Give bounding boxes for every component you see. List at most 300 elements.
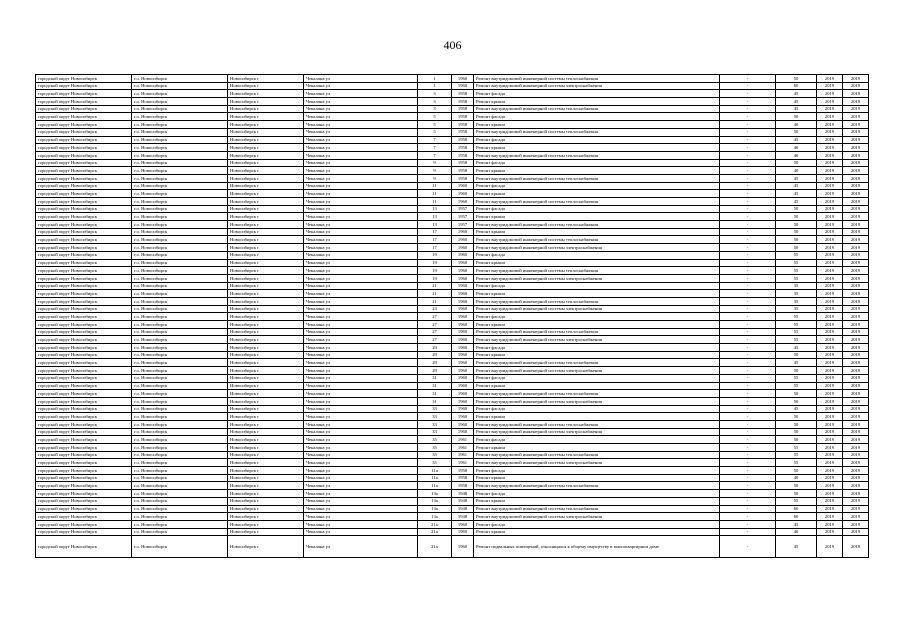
end-year-cell: 2019 xyxy=(843,159,869,167)
municipality-cell: городской округ Новосибирск xyxy=(36,444,132,452)
district-cell: г.о. Новосибирск xyxy=(132,336,228,344)
house-number-cell: 7 xyxy=(418,144,452,152)
street-cell: Чекалина ул xyxy=(304,182,418,190)
street-cell: Чекалина ул xyxy=(304,313,418,321)
start-year-cell: 2019 xyxy=(817,321,843,329)
dash-cell: - xyxy=(720,128,776,136)
value-cell: 55 xyxy=(776,328,817,336)
start-year-cell: 2019 xyxy=(817,75,843,83)
city-cell: Новосибирск г xyxy=(228,244,304,252)
city-cell: Новосибирск г xyxy=(228,336,304,344)
dash-cell: - xyxy=(720,98,776,106)
year-built-cell: 1958 xyxy=(452,159,474,167)
street-cell: Чекалина ул xyxy=(304,367,418,375)
work-type-cell: Ремонт внутридомовой инженерной системы электроснабжения xyxy=(474,367,720,375)
start-year-cell: 2019 xyxy=(817,105,843,113)
dash-cell: - xyxy=(720,213,776,221)
dash-cell: - xyxy=(720,436,776,444)
start-year-cell: 2019 xyxy=(817,420,843,428)
table-row xyxy=(36,151,869,159)
city-cell: Новосибирск г xyxy=(228,228,304,236)
work-type-cell: Ремонт внутридомовой инженерной системы электроснабжения xyxy=(474,459,720,467)
municipality-cell: городской округ Новосибирск xyxy=(36,497,132,505)
value-cell: 60 xyxy=(776,82,817,90)
value-cell: 55 xyxy=(776,274,817,282)
city-cell: Новосибирск г xyxy=(228,90,304,98)
house-number-cell: 17 xyxy=(418,236,452,244)
table-row xyxy=(36,359,869,367)
start-year-cell: 2019 xyxy=(817,244,843,252)
municipality-cell: городской округ Новосибирск xyxy=(36,474,132,482)
dash-cell: - xyxy=(720,336,776,344)
value-cell: 55 xyxy=(776,382,817,390)
value-cell: 55 xyxy=(776,321,817,329)
dash-cell: - xyxy=(720,228,776,236)
end-year-cell: 2019 xyxy=(843,359,869,367)
table-row xyxy=(36,451,869,459)
city-cell: Новосибирск г xyxy=(228,282,304,290)
end-year-cell: 2019 xyxy=(843,497,869,505)
street-cell: Чекалина ул xyxy=(304,413,418,421)
city-cell: Новосибирск г xyxy=(228,451,304,459)
house-number-cell: 31 xyxy=(418,382,452,390)
end-year-cell: 2019 xyxy=(843,513,869,521)
work-type-cell: Ремонт крыши xyxy=(474,121,720,129)
district-cell: г.о. Новосибирск xyxy=(132,444,228,452)
work-type-cell: Ремонт внутридомовой инженерной системы теплоснабжения xyxy=(474,151,720,159)
city-cell: Новосибирск г xyxy=(228,213,304,221)
street-cell: Чекалина ул xyxy=(304,236,418,244)
end-year-cell: 2019 xyxy=(843,136,869,144)
street-cell: Чекалина ул xyxy=(304,467,418,475)
municipality-cell: городской округ Новосибирск xyxy=(36,121,132,129)
municipality-cell: городской округ Новосибирск xyxy=(36,174,132,182)
municipality-cell: городской округ Новосибирск xyxy=(36,482,132,490)
municipality-cell: городской округ Новосибирск xyxy=(36,144,132,152)
street-cell: Чекалина ул xyxy=(304,482,418,490)
municipality-cell: городской округ Новосибирск xyxy=(36,413,132,421)
value-cell: 45 xyxy=(776,136,817,144)
start-year-cell: 2019 xyxy=(817,328,843,336)
house-number-cell: 3 xyxy=(418,98,452,106)
dash-cell: - xyxy=(720,190,776,198)
table-row xyxy=(36,367,869,375)
dash-cell: - xyxy=(720,198,776,206)
city-cell: Новосибирск г xyxy=(228,182,304,190)
dash-cell: - xyxy=(720,405,776,413)
value-cell: 45 xyxy=(776,405,817,413)
end-year-cell: 2019 xyxy=(843,536,869,558)
house-number-cell: 27 xyxy=(418,313,452,321)
city-cell: Новосибирск г xyxy=(228,474,304,482)
table-row xyxy=(36,190,869,198)
work-type-cell: Ремонт внутридомовой инженерной системы теплоснабжения xyxy=(474,328,720,336)
table-row xyxy=(36,267,869,275)
start-year-cell: 2019 xyxy=(817,459,843,467)
table-row xyxy=(36,444,869,452)
year-built-cell: 1960 xyxy=(452,244,474,252)
end-year-cell: 2019 xyxy=(843,328,869,336)
house-number-cell: 19 xyxy=(418,267,452,275)
start-year-cell: 2019 xyxy=(817,221,843,229)
table-row xyxy=(36,344,869,352)
start-year-cell: 2019 xyxy=(817,359,843,367)
dash-cell: - xyxy=(720,351,776,359)
district-cell: г.о. Новосибирск xyxy=(132,182,228,190)
table-body xyxy=(36,75,869,558)
street-cell: Чекалина ул xyxy=(304,351,418,359)
work-type-cell: Ремонт фасада xyxy=(474,313,720,321)
work-type-cell: Ремонт внутридомовой инженерной системы электроснабжения xyxy=(474,82,720,90)
district-cell: г.о. Новосибирск xyxy=(132,359,228,367)
street-cell: Чекалина ул xyxy=(304,198,418,206)
work-type-cell: Ремонт внутридомовой инженерной системы теплоснабжения xyxy=(474,198,720,206)
municipality-cell: городской округ Новосибирск xyxy=(36,405,132,413)
end-year-cell: 2019 xyxy=(843,144,869,152)
year-built-cell: 1960 xyxy=(452,251,474,259)
dash-cell: - xyxy=(720,313,776,321)
end-year-cell: 2019 xyxy=(843,520,869,528)
value-cell: 60 xyxy=(776,513,817,521)
start-year-cell: 2019 xyxy=(817,182,843,190)
municipality-cell: городской округ Новосибирск xyxy=(36,459,132,467)
dash-cell: - xyxy=(720,290,776,298)
district-cell: г.о. Новосибирск xyxy=(132,244,228,252)
house-number-cell: 13 xyxy=(418,205,452,213)
house-number-cell: 19 xyxy=(418,274,452,282)
city-cell: Новосибирск г xyxy=(228,505,304,513)
start-year-cell: 2019 xyxy=(817,390,843,398)
end-year-cell: 2019 xyxy=(843,321,869,329)
district-cell: г.о. Новосибирск xyxy=(132,128,228,136)
year-built-cell: 1957 xyxy=(452,213,474,221)
work-type-cell: Ремонт внутридомовой инженерной системы теплоснабжения xyxy=(474,505,720,513)
municipality-cell: городской округ Новосибирск xyxy=(36,151,132,159)
year-built-cell: 1961 xyxy=(452,459,474,467)
municipality-cell: городской округ Новосибирск xyxy=(36,428,132,436)
municipality-cell: городской округ Новосибирск xyxy=(36,505,132,513)
city-cell: Новосибирск г xyxy=(228,259,304,267)
house-number-cell: 31 xyxy=(418,374,452,382)
street-cell: Чекалина ул xyxy=(304,505,418,513)
municipality-cell: городской округ Новосибирск xyxy=(36,82,132,90)
work-type-cell: Ремонт крыши xyxy=(474,144,720,152)
year-built-cell: 1958 xyxy=(452,113,474,121)
district-cell: г.о. Новосибирск xyxy=(132,297,228,305)
municipality-cell: городской округ Новосибирск xyxy=(36,436,132,444)
table-row xyxy=(36,413,869,421)
table-row xyxy=(36,497,869,505)
municipality-cell: городской округ Новосибирск xyxy=(36,367,132,375)
house-number-cell: 1 xyxy=(418,75,452,83)
municipality-cell: городской округ Новосибирск xyxy=(36,390,132,398)
start-year-cell: 2019 xyxy=(817,336,843,344)
city-cell: Новосибирск г xyxy=(228,198,304,206)
work-type-cell: Ремонт крыши xyxy=(474,351,720,359)
district-cell: г.о. Новосибирск xyxy=(132,205,228,213)
table-row xyxy=(36,75,869,83)
table-row xyxy=(36,374,869,382)
start-year-cell: 2019 xyxy=(817,190,843,198)
table-row xyxy=(36,305,869,313)
table-row xyxy=(36,274,869,282)
house-number-cell: 35 xyxy=(418,436,452,444)
house-number-cell: 13а xyxy=(418,513,452,521)
house-number-cell: 29 xyxy=(418,344,452,352)
end-year-cell: 2019 xyxy=(843,90,869,98)
value-cell: 45 xyxy=(776,182,817,190)
city-cell: Новосибирск г xyxy=(228,75,304,83)
start-year-cell: 2019 xyxy=(817,490,843,498)
house-number-cell: 33 xyxy=(418,428,452,436)
street-cell: Чекалина ул xyxy=(304,174,418,182)
year-built-cell: 1948 xyxy=(452,497,474,505)
dash-cell: - xyxy=(720,136,776,144)
table-row xyxy=(36,144,869,152)
municipality-cell: городской округ Новосибирск xyxy=(36,536,132,558)
dash-cell: - xyxy=(720,90,776,98)
table-row xyxy=(36,505,869,513)
house-number-cell: 35 xyxy=(418,459,452,467)
district-cell: г.о. Новосибирск xyxy=(132,90,228,98)
end-year-cell: 2019 xyxy=(843,290,869,298)
year-built-cell: 1961 xyxy=(452,451,474,459)
value-cell: 50 xyxy=(776,213,817,221)
city-cell: Новосибирск г xyxy=(228,121,304,129)
city-cell: Новосибирск г xyxy=(228,374,304,382)
table-row xyxy=(36,420,869,428)
year-built-cell: 1948 xyxy=(452,505,474,513)
city-cell: Новосибирск г xyxy=(228,367,304,375)
work-type-cell: Ремонт внутридомовой инженерной системы теплоснабжения xyxy=(474,267,720,275)
end-year-cell: 2019 xyxy=(843,174,869,182)
city-cell: Новосибирск г xyxy=(228,236,304,244)
end-year-cell: 2019 xyxy=(843,528,869,536)
work-type-cell: Ремонт внутридомовой инженерной системы теплоснабжения xyxy=(474,359,720,367)
dash-cell: - xyxy=(720,328,776,336)
city-cell: Новосибирск г xyxy=(228,151,304,159)
district-cell: г.о. Новосибирск xyxy=(132,459,228,467)
city-cell: Новосибирск г xyxy=(228,136,304,144)
work-type-cell: Ремонт фасада xyxy=(474,282,720,290)
city-cell: Новосибирск г xyxy=(228,321,304,329)
end-year-cell: 2019 xyxy=(843,128,869,136)
district-cell: г.о. Новосибирск xyxy=(132,420,228,428)
start-year-cell: 2019 xyxy=(817,482,843,490)
value-cell: 45 xyxy=(776,105,817,113)
end-year-cell: 2019 xyxy=(843,397,869,405)
municipality-cell: городской округ Новосибирск xyxy=(36,167,132,175)
end-year-cell: 2019 xyxy=(843,190,869,198)
municipality-cell: городской округ Новосибирск xyxy=(36,467,132,475)
start-year-cell: 2019 xyxy=(817,382,843,390)
municipality-cell: городской округ Новосибирск xyxy=(36,528,132,536)
dash-cell: - xyxy=(720,528,776,536)
work-type-cell: Ремонт крыши xyxy=(474,528,720,536)
year-built-cell: 1958 xyxy=(452,144,474,152)
year-built-cell: 1958 xyxy=(452,105,474,113)
work-type-cell: Ремонт внутридомовой инженерной системы теплоснабжения xyxy=(474,236,720,244)
house-number-cell: 13 xyxy=(418,213,452,221)
table-row xyxy=(36,105,869,113)
year-built-cell: 1960 xyxy=(452,520,474,528)
district-cell: г.о. Новосибирск xyxy=(132,259,228,267)
table-row xyxy=(36,98,869,106)
district-cell: г.о. Новосибирск xyxy=(132,82,228,90)
work-type-cell: Ремонт внутридомовой инженерной системы электроснабжения xyxy=(474,305,720,313)
table-row xyxy=(36,290,869,298)
value-cell: 45 xyxy=(776,98,817,106)
street-cell: Чекалина ул xyxy=(304,282,418,290)
house-number-cell: 11 xyxy=(418,182,452,190)
municipality-cell: городской округ Новосибирск xyxy=(36,105,132,113)
end-year-cell: 2019 xyxy=(843,213,869,221)
city-cell: Новосибирск г xyxy=(228,351,304,359)
value-cell: 45 xyxy=(776,344,817,352)
house-number-cell: 3 xyxy=(418,90,452,98)
city-cell: Новосибирск г xyxy=(228,459,304,467)
value-cell: 45 xyxy=(776,90,817,98)
year-built-cell: 1948 xyxy=(452,490,474,498)
district-cell: г.о. Новосибирск xyxy=(132,367,228,375)
city-cell: Новосибирск г xyxy=(228,444,304,452)
year-built-cell: 1960 xyxy=(452,351,474,359)
district-cell: г.о. Новосибирск xyxy=(132,528,228,536)
dash-cell: - xyxy=(720,151,776,159)
capital-repair-register-table xyxy=(35,74,869,558)
year-built-cell: 1960 xyxy=(452,182,474,190)
end-year-cell: 2019 xyxy=(843,198,869,206)
year-built-cell: 1960 xyxy=(452,536,474,558)
municipality-cell: городской округ Новосибирск xyxy=(36,274,132,282)
house-number-cell: 11а xyxy=(418,467,452,475)
table-row xyxy=(36,459,869,467)
dash-cell: - xyxy=(720,420,776,428)
house-number-cell: 7 xyxy=(418,151,452,159)
table-row xyxy=(36,259,869,267)
city-cell: Новосибирск г xyxy=(228,390,304,398)
city-cell: Новосибирск г xyxy=(228,297,304,305)
start-year-cell: 2019 xyxy=(817,520,843,528)
street-cell: Чекалина ул xyxy=(304,113,418,121)
city-cell: Новосибирск г xyxy=(228,267,304,275)
table-row xyxy=(36,228,869,236)
district-cell: г.о. Новосибирск xyxy=(132,474,228,482)
city-cell: Новосибирск г xyxy=(228,397,304,405)
year-built-cell: 1960 xyxy=(452,313,474,321)
value-cell: 55 xyxy=(776,259,817,267)
value-cell: 50 xyxy=(776,420,817,428)
house-number-cell: 35 xyxy=(418,444,452,452)
work-type-cell: Ремонт фасада xyxy=(474,520,720,528)
municipality-cell: городской округ Новосибирск xyxy=(36,313,132,321)
table-row xyxy=(36,136,869,144)
house-number-cell: 17 xyxy=(418,228,452,236)
municipality-cell: городской округ Новосибирск xyxy=(36,290,132,298)
municipality-cell: городской округ Новосибирск xyxy=(36,490,132,498)
value-cell: 40 xyxy=(776,474,817,482)
house-number-cell: 13а xyxy=(418,505,452,513)
street-cell: Чекалина ул xyxy=(304,190,418,198)
year-built-cell: 1960 xyxy=(452,359,474,367)
dash-cell: - xyxy=(720,451,776,459)
street-cell: Чекалина ул xyxy=(304,213,418,221)
start-year-cell: 2019 xyxy=(817,251,843,259)
start-year-cell: 2019 xyxy=(817,174,843,182)
year-built-cell: 1958 xyxy=(452,482,474,490)
work-type-cell: Ремонт подвальных помещений, относящихся к общему имуществу в многоквартирном доме xyxy=(474,536,720,558)
house-number-cell: 13 xyxy=(418,221,452,229)
municipality-cell: городской округ Новосибирск xyxy=(36,451,132,459)
district-cell: г.о. Новосибирск xyxy=(132,136,228,144)
value-cell: 40 xyxy=(776,528,817,536)
work-type-cell: Ремонт крыши xyxy=(474,497,720,505)
city-cell: Новосибирск г xyxy=(228,98,304,106)
table-row xyxy=(36,397,869,405)
year-built-cell: 1958 xyxy=(452,128,474,136)
table-row xyxy=(36,467,869,475)
table-row xyxy=(36,490,869,498)
street-cell: Чекалина ул xyxy=(304,228,418,236)
house-number-cell: 1 xyxy=(418,82,452,90)
year-built-cell: 1960 xyxy=(452,413,474,421)
work-type-cell: Ремонт фасада xyxy=(474,113,720,121)
district-cell: г.о. Новосибирск xyxy=(132,213,228,221)
start-year-cell: 2019 xyxy=(817,497,843,505)
end-year-cell: 2019 xyxy=(843,405,869,413)
year-built-cell: 1960 xyxy=(452,344,474,352)
dash-cell: - xyxy=(720,167,776,175)
city-cell: Новосибирск г xyxy=(228,305,304,313)
end-year-cell: 2019 xyxy=(843,382,869,390)
municipality-cell: городской округ Новосибирск xyxy=(36,282,132,290)
value-cell: 45 xyxy=(776,520,817,528)
district-cell: г.о. Новосибирск xyxy=(132,382,228,390)
end-year-cell: 2019 xyxy=(843,313,869,321)
start-year-cell: 2019 xyxy=(817,313,843,321)
start-year-cell: 2019 xyxy=(817,436,843,444)
start-year-cell: 2019 xyxy=(817,259,843,267)
district-cell: г.о. Новосибирск xyxy=(132,536,228,558)
street-cell: Чекалина ул xyxy=(304,90,418,98)
street-cell: Чекалина ул xyxy=(304,297,418,305)
street-cell: Чекалина ул xyxy=(304,536,418,558)
house-number-cell: 19 xyxy=(418,259,452,267)
street-cell: Чекалина ул xyxy=(304,121,418,129)
value-cell: 50 xyxy=(776,397,817,405)
city-cell: Новосибирск г xyxy=(228,159,304,167)
work-type-cell: Ремонт внутридомовой инженерной системы теплоснабжения xyxy=(474,75,720,83)
district-cell: г.о. Новосибирск xyxy=(132,305,228,313)
street-cell: Чекалина ул xyxy=(304,128,418,136)
end-year-cell: 2019 xyxy=(843,297,869,305)
work-type-cell: Ремонт фасада xyxy=(474,374,720,382)
work-type-cell: Ремонт фасада xyxy=(474,90,720,98)
district-cell: г.о. Новосибирск xyxy=(132,482,228,490)
house-number-cell: 9 xyxy=(418,174,452,182)
house-number-cell: 9 xyxy=(418,159,452,167)
year-built-cell: 1960 xyxy=(452,198,474,206)
start-year-cell: 2019 xyxy=(817,351,843,359)
dash-cell: - xyxy=(720,75,776,83)
year-built-cell: 1960 xyxy=(452,236,474,244)
value-cell: 60 xyxy=(776,505,817,513)
value-cell: 50 xyxy=(776,413,817,421)
start-year-cell: 2019 xyxy=(817,513,843,521)
city-cell: Новосибирск г xyxy=(228,274,304,282)
year-built-cell: 1958 xyxy=(452,98,474,106)
city-cell: Новосибирск г xyxy=(228,536,304,558)
